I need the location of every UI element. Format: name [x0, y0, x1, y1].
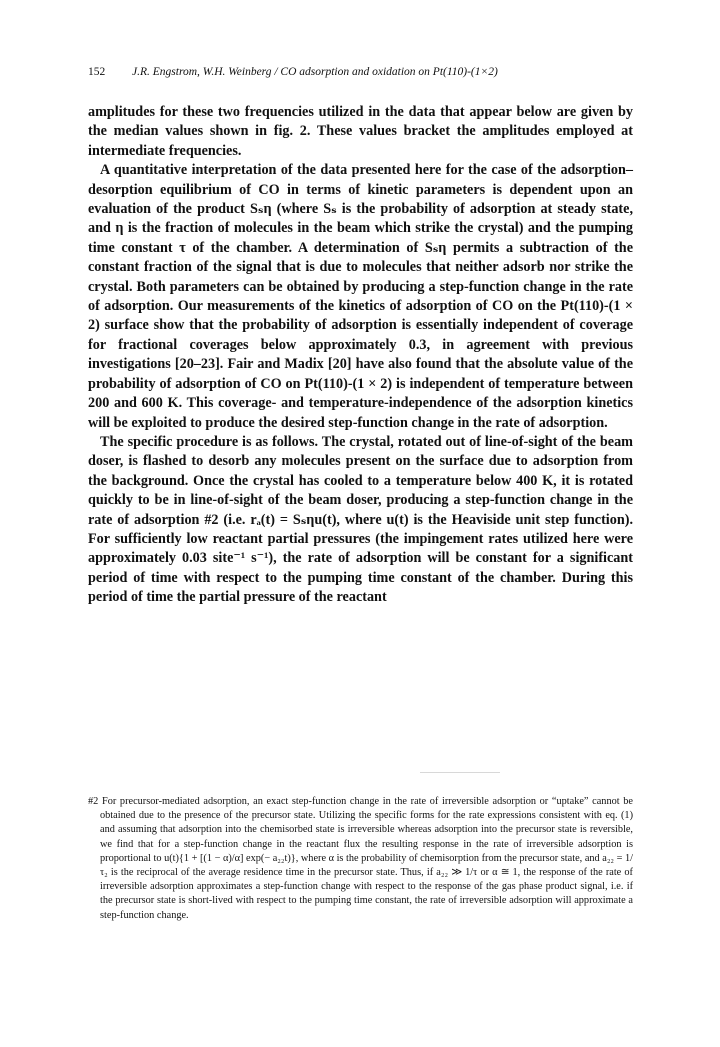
footnote-text: #2 For precursor-mediated adsorption, an exact step-function change in the rate of irreversible adsorption or “uptake” cannot be obtained due to the presence of the precursor state. Utilizing the specific forms for the rate expressions consistent with eq. (1) and assuming that adsorption into the chemisorbed state is irreversible whereas adsorption into the precursor state is reversible, we find that for a step-function change in the reactant flux the resulting response in the rate of irreversible adsorption is proportional to u(t){1 + [(1 − α)/α] exp(− a₂₂t)}, where α is the probability of chemisorption from the precursor state, and a₂₂ = 1/τ₂ is the reciprocal of the average residence time in the precursor state. Thus, if a₂₂ ≫ 1/τ or α ≅ 1, the response of the rate of irreversible adsorption approximates a step-function change with respect to the response of the gas phase product signal, i.e. if the precursor state is short-lived with respect to the pumping time constant, the rate of irreversible adsorption will approximate a step-function change.	[88, 796, 633, 921]
footnote	[88, 795, 633, 923]
paragraph-3: The specific procedure is as follows. The crystal, rotated out of line-of-sight of the beam doser, is flashed to desorb any molecules present on the surface due to adsorption from the background. Once the crystal has cooled to a temperature below 400 K, it is rotated quickly to be in line-of-sight of the beam doser, producing a step-function change in the rate of adsorption #2 (i.e. rₐ(t) = Sₛηu(t), where u(t) is the Heaviside unit step function). For sufficiently low reactant partial pressures (the impingement rates utilized here were approximately 0.03 site⁻¹ s⁻¹), the rate of adsorption will be constant for a significant period of time with respect to the pumping time constant of the chamber. During this period of time the partial pressure of the reactant	[88, 433, 633, 606]
paragraph-1: amplitudes for these two frequencies utilized in the data that appear below are given by the median values shown in fig. 2. These values bracket the amplitudes employed at intermediate frequencies.	[88, 104, 633, 159]
page-number: 152	[88, 66, 106, 78]
body-text	[88, 103, 633, 608]
paragraph-2: A quantitative interpretation of the data presented here for the case of the adsorption–desorption equilibrium of CO in terms of kinetic parameters is dependent upon an evaluation of the product Sₛη (where Sₛ is the probability of adsorption at steady state, and η is the fraction of molecules in the beam which strike the crystal) and the pumping time constant τ of the chamber. A determination of Sₛη permits a subtraction of the constant fraction of the signal that is due to molecules that neither adsorb nor strike the crystal. Both parameters can be obtained by producing a step-function change in the rate of adsorption. Our measurements of the kinetics of adsorption of CO on the Pt(110)-(1 × 2) surface show that the probability of adsorption is essentially independent of coverage for fractional coverages below approximately 0.3, in agreement with previous investigations [20–23]. Fair and Madix [20] have also found that the absolute value of the probability of adsorption of CO on Pt(110)-(1 × 2) is independent of temperature between 200 and 600 K. This coverage- and temperature-independence of the adsorption kinetics will be exploited to produce the desired step-function change in the rate of adsorption.	[88, 162, 633, 431]
running-header	[88, 66, 633, 78]
footnote-rule	[420, 772, 500, 773]
running-title: J.R. Engstrom, W.H. Weinberg / CO adsorption and oxidation on Pt(110)-(1×2)	[132, 66, 498, 78]
